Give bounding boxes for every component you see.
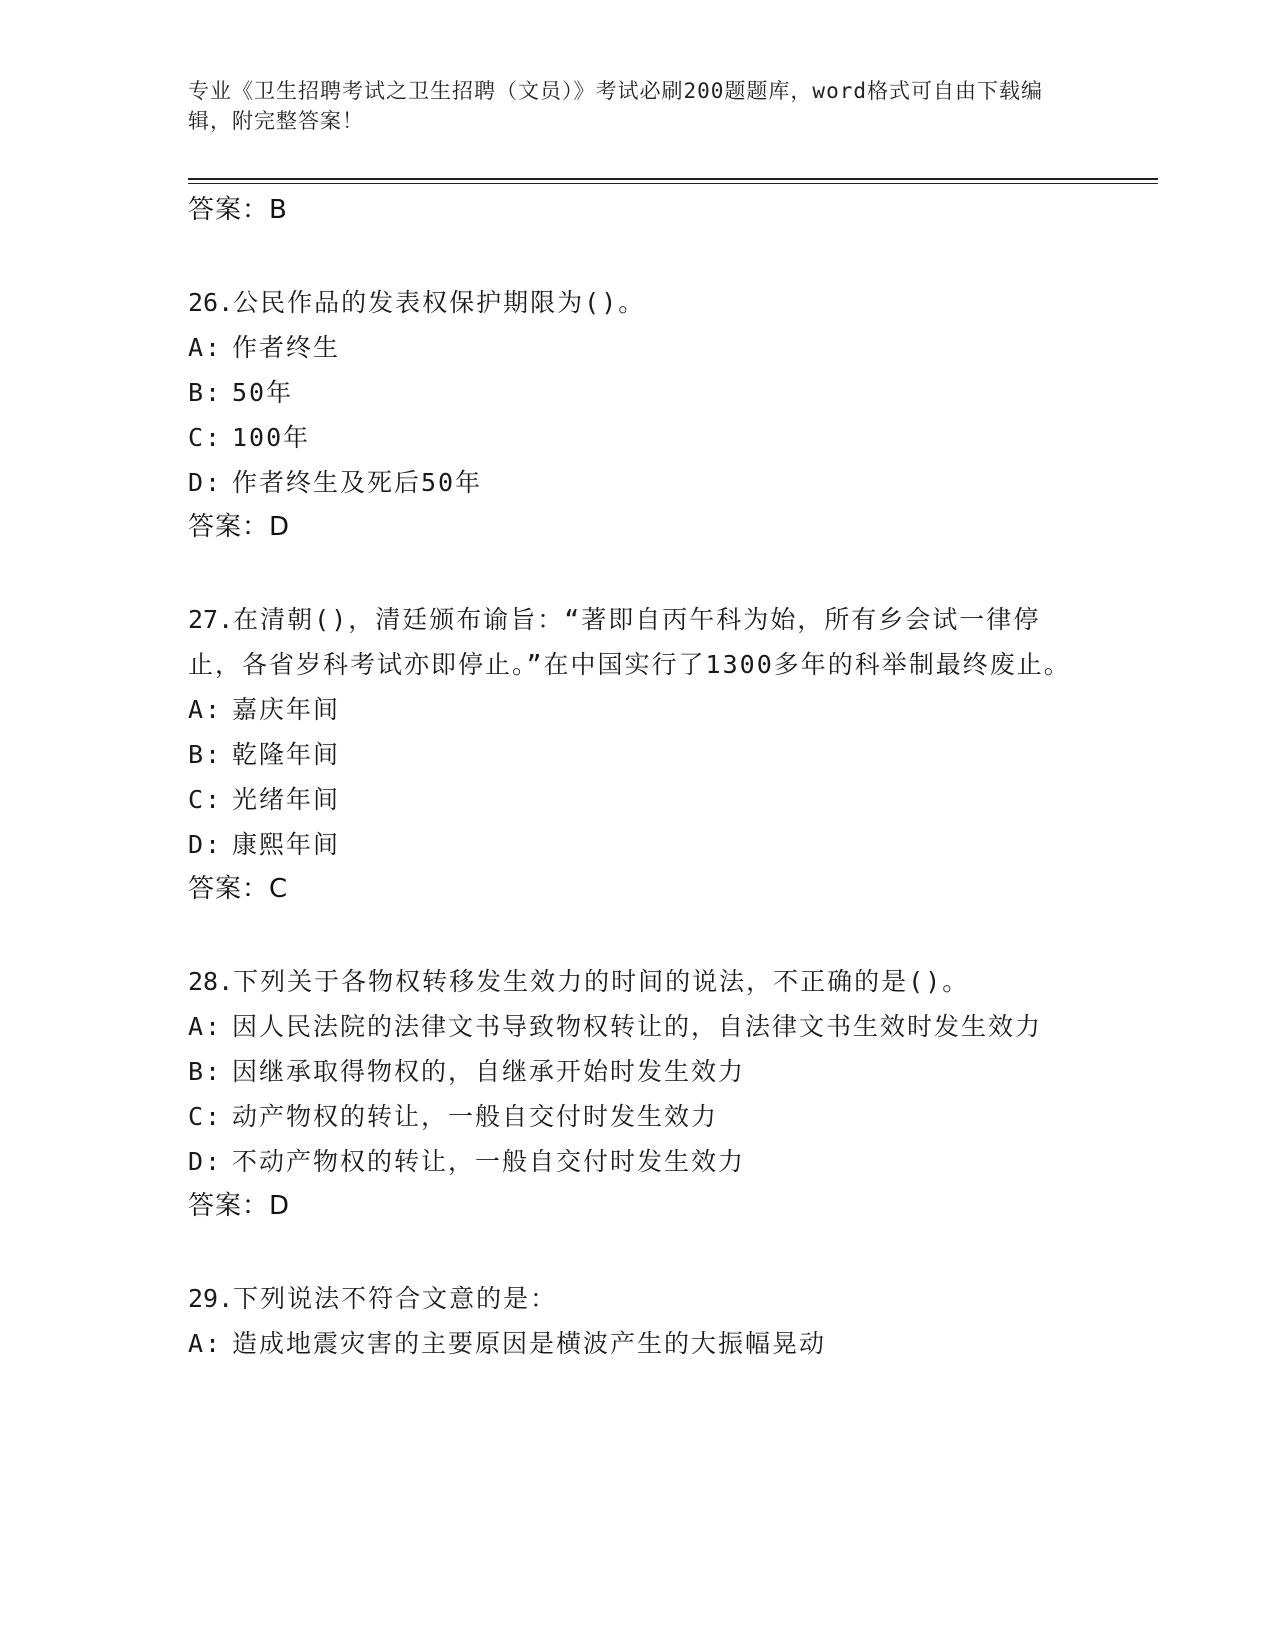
option-b	[188, 732, 1088, 777]
option-text: 50年	[232, 378, 294, 407]
option-text: 100年	[232, 423, 311, 452]
option-b	[188, 370, 1088, 415]
option-key: C:	[188, 785, 223, 814]
option-c	[188, 1094, 1088, 1139]
question-number: 29.	[188, 1284, 234, 1313]
option-b	[188, 1049, 1088, 1094]
option-key: D:	[188, 1147, 223, 1176]
question-text: 下列说法不符合文意的是：	[233, 1284, 558, 1313]
option-text: 嘉庆年间	[232, 695, 341, 724]
question-text: 下列关于各物权转移发生效力的时间的说法，不正确的是()。	[233, 967, 970, 996]
option-key: A:	[188, 695, 223, 724]
header-rule-thick	[188, 178, 1158, 180]
option-a	[188, 325, 1088, 370]
question-number: 28.	[188, 967, 234, 996]
question-stem	[188, 597, 1088, 687]
answer-line: 答案：D	[188, 512, 291, 542]
option-d	[188, 822, 1088, 867]
option-key: C:	[188, 1102, 223, 1131]
question-29	[188, 1276, 1088, 1366]
question-text: 公民作品的发表权保护期限为()。	[233, 288, 646, 317]
question-28	[188, 959, 1088, 1229]
option-a	[188, 687, 1088, 732]
option-key: B:	[188, 378, 223, 407]
option-d	[188, 460, 1088, 505]
option-text: 乾隆年间	[232, 740, 341, 769]
option-key: B:	[188, 740, 223, 769]
document-header: 专业《卫生招聘考试之卫生招聘（文员）》考试必刷200题题库，word格式可自由下载编辑，附完整答案！	[188, 79, 1043, 133]
question-stem	[188, 1276, 1088, 1321]
option-d	[188, 1139, 1088, 1184]
option-text: 光绪年间	[232, 785, 341, 814]
option-text: 因人民法院的法律文书导致物权转让的，自法律文书生效时发生效力	[232, 1012, 1043, 1041]
option-a	[188, 1004, 1088, 1049]
question-number: 27.	[188, 605, 234, 634]
option-key: C:	[188, 423, 223, 452]
option-key: D:	[188, 468, 223, 497]
option-text: 因继承取得物权的，自继承开始时发生效力	[232, 1057, 746, 1086]
answer-line: 答案：B	[188, 195, 288, 225]
option-text: 作者终生及死后50年	[232, 468, 483, 497]
answer-line: 答案：D	[188, 1191, 291, 1221]
question-text: 在清朝()，清廷颁布谕旨：“著即自丙午科为始，所有乡会试一律停止，各省岁科考试亦即停止。”在中国实行了1300多年的科举制最终废止。	[188, 605, 1071, 679]
question-number: 26.	[188, 288, 234, 317]
option-c	[188, 415, 1088, 460]
option-text: 不动产物权的转让，一般自交付时发生效力	[232, 1147, 746, 1176]
option-text: 动产物权的转让，一般自交付时发生效力	[232, 1102, 719, 1131]
option-key: B:	[188, 1057, 223, 1086]
option-key: D:	[188, 830, 223, 859]
question-26	[188, 280, 1088, 550]
option-key: A:	[188, 333, 223, 362]
question-27	[188, 597, 1088, 912]
question-stem	[188, 959, 1088, 1004]
option-key: A:	[188, 1329, 223, 1358]
option-c	[188, 777, 1088, 822]
option-text: 作者终生	[232, 333, 341, 362]
question-list	[188, 188, 1088, 1366]
question-stem	[188, 280, 1088, 325]
header-rule-thin	[188, 183, 1158, 184]
option-text: 造成地震灾害的主要原因是横波产生的大振幅晃动	[232, 1329, 827, 1358]
option-key: A:	[188, 1012, 223, 1041]
option-a	[188, 1321, 1088, 1366]
answer-line: 答案：C	[188, 874, 289, 904]
option-text: 康熙年间	[232, 830, 341, 859]
